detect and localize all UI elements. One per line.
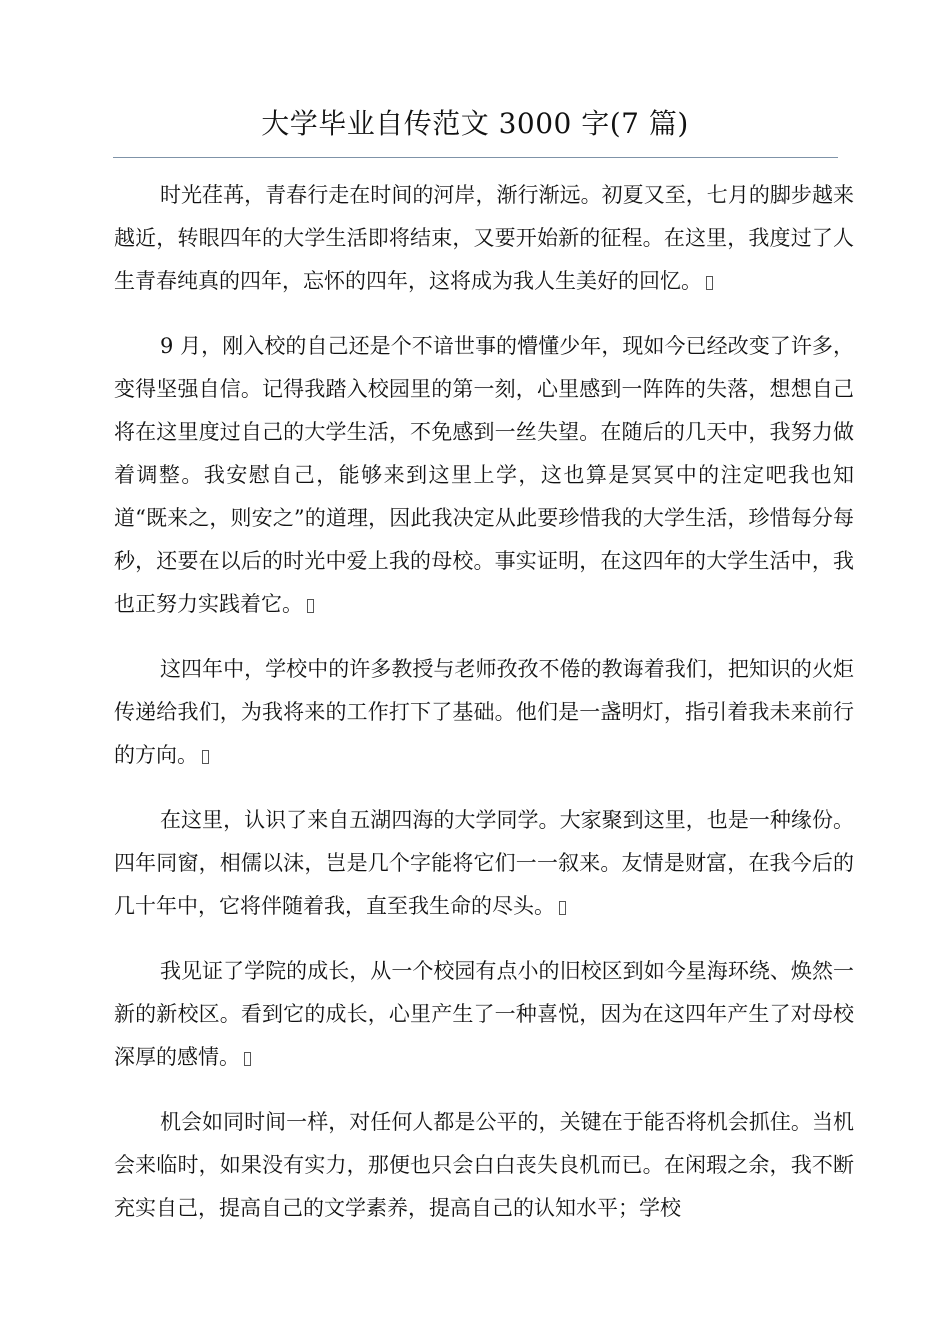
paragraph-mark-icon [559, 901, 566, 915]
paragraph-6 [114, 1101, 854, 1230]
paragraph-mark-icon [202, 750, 209, 764]
paragraph-5 [114, 950, 854, 1079]
document-title: 大学毕业自传范文 3000 字(7 篇) [261, 107, 689, 140]
title-divider [113, 157, 838, 158]
paragraph-mark-icon [244, 1052, 251, 1066]
paragraph-4 [114, 799, 854, 928]
paragraph-5-text: 我见证了学院的成长，从一个校园有点小的旧校区到如今星海环绕、焕然一新的新校区。看到它的成长，心里产生了一种喜悦，因为在这四年产生了对母校深厚的感情。 [114, 959, 854, 1069]
paragraph-2 [114, 325, 854, 626]
paragraph-mark-icon [307, 599, 314, 613]
paragraph-1 [114, 174, 854, 303]
paragraph-4-text: 在这里，认识了来自五湖四海的大学同学。大家聚到这里，也是一种缘份。四年同窗，相儒以沫，岂是几个字能将它们一一叙来。友情是财富，在我今后的几十年中，它将伴随着我，直至我生命的尽头。 [114, 808, 854, 918]
paragraph-mark-icon [706, 276, 713, 290]
paragraph-3 [114, 648, 854, 777]
paragraph-6-text: 机会如同时间一样，对任何人都是公平的，关键在于能否将机会抓住。当机会来临时，如果没有实力，那便也只会白白丧失良机而已。在闲瑕之余，我不断充实自己，提高自己的文学素养，提高自己的认知水平；学校 [114, 1110, 854, 1220]
paragraph-1-text: 时光荏苒，青春行走在时间的河岸，渐行渐远。初夏又至，七月的脚步越来越近，转眼四年的大学生活即将结束，又要开始新的征程。在这里，我度过了人生青春纯真的四年，忘怀的四年，这将成为我人生美好的回忆。 [114, 183, 854, 293]
paragraph-3-text: 这四年中，学校中的许多教授与老师孜孜不倦的教诲着我们，把知识的火炬传递给我们，为我将来的工作打下了基础。他们是一盏明灯，指引着我未来前行的方向。 [114, 657, 854, 767]
document-body [114, 174, 854, 1252]
paragraph-2-text: 9 月，刚入校的自己还是个不谙世事的懵懂少年，现如今已经改变了许多，变得坚强自信。记得我踏入校园里的第一刻，心里感到一阵阵的失落，想想自己将在这里度过自己的大学生活，不免感到一丝失望。在随后的几天中，我努力做着调整。我安慰自己，能够来到这里上学，这也算是冥冥中的注定吧我也知道“既来之，则安之”的道理，因此我决定从此要珍惜我的大学生活，珍惜每分每秒，还要在以后的时光中爱上我的母校。事实证明，在这四年的大学生活中，我也正努力实践着它。 [114, 334, 854, 616]
